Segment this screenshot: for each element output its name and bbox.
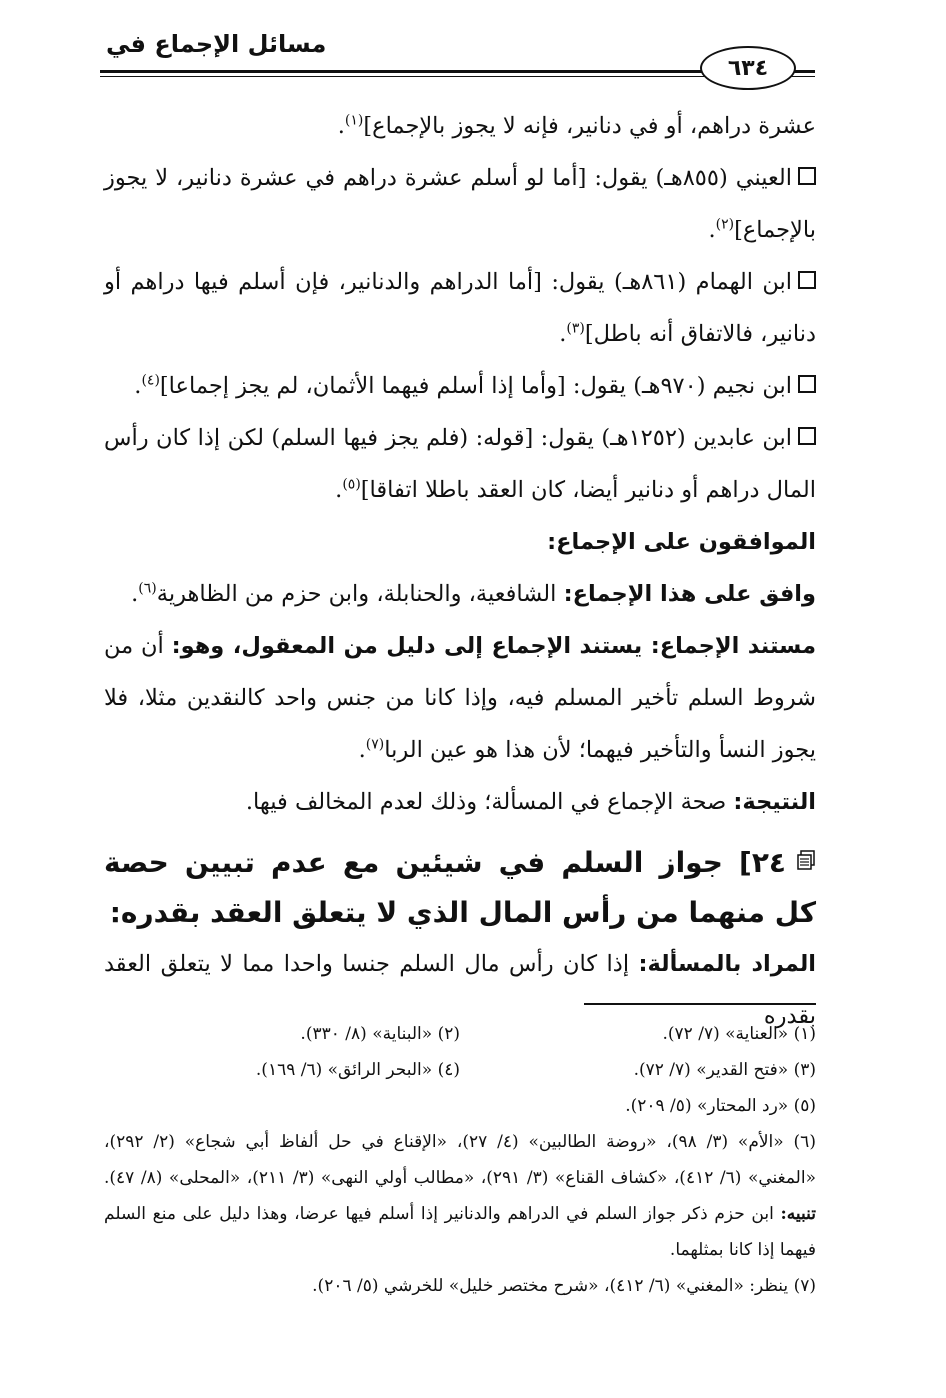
paragraph-end: .	[358, 737, 366, 763]
footnote-row	[104, 1052, 816, 1088]
footnote-ref: (٢)	[715, 216, 735, 233]
page-number: ٦٣٤	[700, 46, 796, 90]
footnote-6-note: ابن حزم ذكر جواز السلم في الدراهم والدنانير إذا أسلم فيها عرضا، وهذا دليل على منع السلم فيهما إذا كانا بمثلهما.	[104, 1204, 816, 1260]
footnotes	[104, 1016, 816, 1304]
footnote-5: (٥) «رد المحتار» (٥/ ٢٠٩).	[625, 1096, 816, 1116]
inline-label: مستند الإجماع: يستند الإجماع إلى دليل من المعقول، وهو:	[171, 633, 817, 659]
running-title: مسائل الإجماع في	[100, 30, 332, 58]
paragraph-text: العيني (٨٥٥هـ) يقول: [أما لو أسلم عشرة دراهم في عشرة دنانير، لا يجوز بالإجماع]	[104, 165, 816, 243]
paragraph-end: .	[559, 321, 567, 347]
quote-entry-aini	[104, 152, 816, 256]
footnote-divider	[584, 1003, 816, 1005]
paragraph-end: .	[337, 113, 345, 139]
main-text	[104, 100, 816, 1042]
page-header	[100, 22, 815, 92]
agreeing-paragraph	[104, 568, 816, 620]
footnote-4: (٤) «البحر الرائق» (٦/ ١٦٩).	[255, 1060, 460, 1080]
paragraph-text: أن من شروط السلم تأخير المسلم فيه، وإذا كانا من جنس واحد كالنقدين مثلا، فلا يجوز النسأ والتأخير فيهما؛ لأن هذا هو عين الربا	[104, 633, 816, 763]
section-heading	[104, 838, 816, 938]
footnote-ref: (٣)	[566, 320, 585, 337]
footnote-ref: (٦)	[138, 580, 157, 597]
basis-paragraph	[104, 620, 816, 776]
paragraph-text: ابن نجيم (٩٧٠هـ) يقول: [وأما إذا أسلم فيهما الأثمان، لم يجز إجماعا]	[159, 373, 792, 399]
checkbox-bullet-icon	[798, 271, 816, 289]
quote-entry-ibn-abidin	[104, 412, 816, 516]
paragraph-end: .	[131, 581, 139, 607]
document-stack-icon	[796, 850, 816, 870]
footnote-1: (١) «العناية» (٧/ ٧٢).	[662, 1024, 816, 1044]
paragraph-end: .	[134, 373, 142, 399]
inline-label: المراد بالمسألة:	[638, 951, 816, 977]
footnote-row	[104, 1016, 816, 1052]
paragraph-continuation	[104, 100, 816, 152]
footnote-note-label: تنبيه:	[780, 1204, 816, 1224]
inline-label: النتيجة:	[733, 789, 816, 815]
paragraph-text: الشافعية، والحنابلة، وابن حزم من الظاهرية	[156, 581, 564, 607]
paragraph-text: عشرة دراهم، أو في دنانير، فإنه لا يجوز بالإجماع]	[363, 113, 816, 139]
quote-entry-ibn-alhumam	[104, 256, 816, 360]
footnote-6-refs: (٦) «الأم» (٣/ ٩٨)، «روضة الطالبين» (٤/ ٢٧)، «الإقناع في حل ألفاظ أبي شجاع» (٢/ ٢٩٢)، «المغني» (٦/ ٤١٢)، «كشاف القناع» (٣/ ٢٩١)، «مطالب أولي النهى» (٣/ ٢١١)، «المحلى» (٨/ ٤٧).	[104, 1132, 816, 1188]
section-heading-text: ٢٤] جواز السلم في شيئين مع عدم تبيين حصة كل منهما من رأس المال الذي لا يتعلق العقد بقدره:	[104, 846, 816, 929]
checkbox-bullet-icon	[798, 375, 816, 393]
agreeing-heading	[104, 516, 816, 568]
footnote-ref: (٧)	[365, 736, 385, 753]
footnote-ref: (١)	[344, 112, 364, 129]
checkbox-bullet-icon	[798, 167, 816, 185]
paragraph-text: ابن عابدين (١٢٥٢هـ) يقول: [قوله: (فلم يجز فيها السلم) لكن إذا كان رأس المال دراهم أو دنانير أيضا، كان العقد باطلا اتفاقا]	[104, 425, 816, 503]
footnote-ref: (٤)	[141, 372, 160, 389]
footnote-ref: (٥)	[342, 476, 361, 493]
quote-entry-ibn-nujaym	[104, 360, 816, 412]
checkbox-bullet-icon	[798, 427, 816, 445]
paragraph-text: صحة الإجماع في المسألة؛ وذلك لعدم المخالف فيها.	[245, 789, 734, 815]
footnote-2: (٢) «البناية» (٨/ ٣٣٠).	[300, 1024, 460, 1044]
paragraph-end: .	[335, 477, 343, 503]
paragraph-end: .	[708, 217, 716, 243]
paragraph-text: إذا كان رأس مال السلم جنسا واحدا مما لا يتعلق العقد بقدره	[104, 951, 816, 1029]
subheading-label: الموافقون على الإجماع:	[547, 529, 816, 555]
footnote-3: (٣) «فتح القدير» (٧/ ٧٢).	[633, 1060, 816, 1080]
footnote-7: (٧) ينظر: «المغني» (٦/ ٤١٢)، «شرح مختصر خليل» للخرشي (٥/ ٢٠٦).	[312, 1276, 816, 1296]
result-paragraph	[104, 776, 816, 828]
footnote-6	[104, 1124, 816, 1268]
paragraph-text: ابن الهمام (٨٦١هـ) يقول: [أما الدراهم والدنانير، فإن أسلم فيها دراهم أو دنانير، فالاتفاق أنه باطل]	[104, 269, 816, 347]
inline-label: وافق على هذا الإجماع:	[563, 581, 816, 607]
